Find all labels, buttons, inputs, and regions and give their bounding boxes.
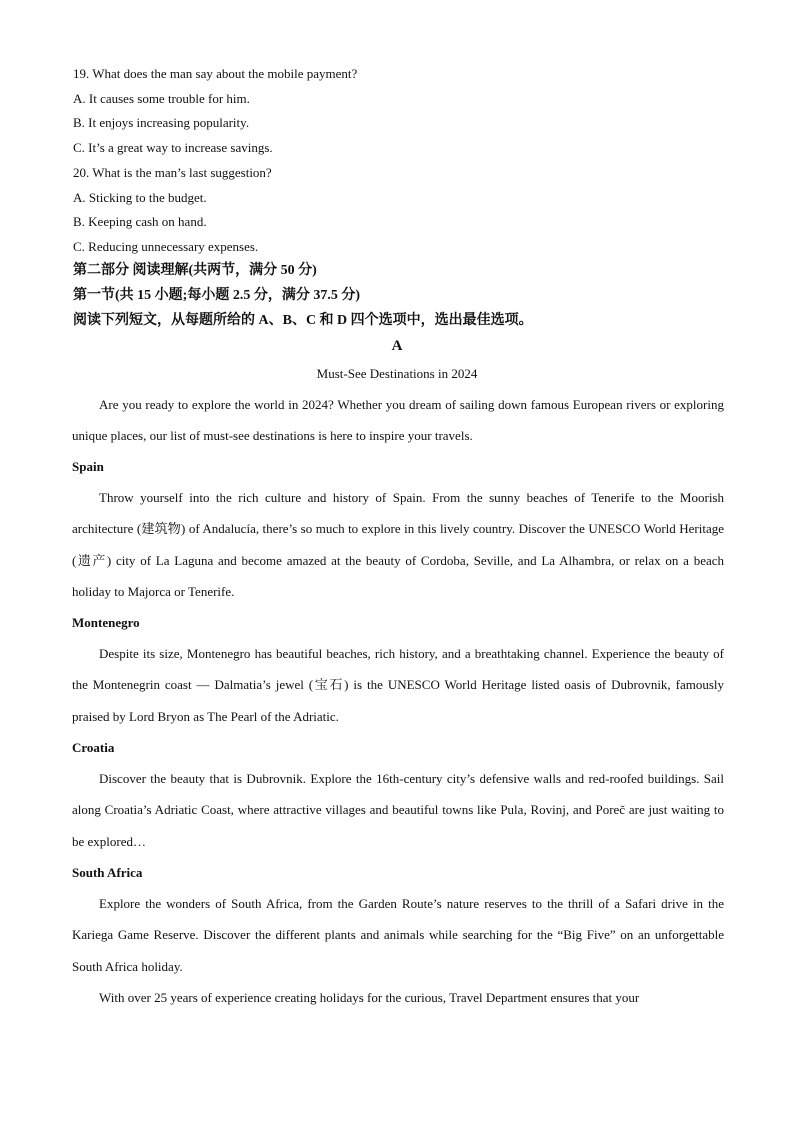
south-africa-paragraph: Explore the wonders of South Africa, from the Garden Route’s nature reserves to the thrill of a Safari drive in the Kariega Game Reserve. Discover the different plants and animals while searching for the “Big Five” on an unforgettable South Africa holiday.: [72, 896, 724, 974]
spain-paragraph: Throw yourself into the rich culture and history of Spain. From the sunny beaches of Tenerife to the Moorish architecture (建筑物) of Andalucía, there’s so much to explore in this lively country. Discover the UNESCO World Heritage (遗产) city of La Laguna and become amazed at the beauty of Cordoba, Seville, and La Alhambra, or relax on a beach holiday to Majorca or Tenerife.: [72, 490, 724, 599]
passage-letter: A: [391, 338, 403, 354]
intro-paragraph: Are you ready to explore the world in 2024? Whether you dream of sailing down famous European rivers or exploring unique places, our list of must-see destinations is here to inspire your travels.: [72, 397, 724, 444]
closing-paragraph: With over 25 years of experience creating holidays for the curious, Travel Department ensures that your: [99, 990, 640, 1005]
section-one-heading: 第一节(共 15 小题;每小题 2.5 分，满分 37.5 分): [73, 288, 360, 303]
question-19-option-b: B. It enjoys increasing popularity.: [73, 115, 250, 130]
croatia-heading: Croatia: [72, 740, 115, 755]
part-two-heading: 第二部分 阅读理解(共两节，满分 50 分): [73, 263, 317, 278]
south-africa-heading: South Africa: [72, 865, 143, 880]
croatia-paragraph: Discover the beauty that is Dubrovnik. Explore the 16th-century city’s defensive walls and red-roofed buildings. Sail along Croatia’s Adriatic Coast, where attractive villages and beautiful towns like Pula, Rovinj, and Poreč are just waiting to be explored…: [72, 771, 724, 849]
question-20-option-a: A. Sticking to the budget.: [73, 190, 207, 205]
reading-instruction: 阅读下列短文，从每题所给的 A、B、C 和 D 四个选项中，选出最佳选项。: [73, 313, 533, 328]
spain-heading: Spain: [72, 459, 104, 474]
question-19-option-a: A. It causes some trouble for him.: [73, 91, 250, 106]
question-19: 19. What does the man say about the mobile payment?: [73, 66, 358, 81]
question-20-option-c: C. Reducing unnecessary expenses.: [73, 239, 259, 254]
montenegro-paragraph: Despite its size, Montenegro has beautiful beaches, rich history, and a breathtaking channel. Experience the beauty of the Montenegrin coast — Dalmatia’s jewel (宝石) is the UNESCO World Heritage listed oasis of Dubrovnik, famously praised by Lord Bryon as The Pearl of the Adriatic.: [72, 646, 724, 724]
question-19-option-c: C. It’s a great way to increase savings.: [73, 140, 273, 155]
montenegro-heading: Montenegro: [72, 615, 140, 630]
passage-title: Must-See Destinations in 2024: [316, 366, 478, 381]
question-20-option-b: B. Keeping cash on hand.: [73, 214, 207, 229]
question-20: 20. What is the man’s last suggestion?: [73, 165, 272, 180]
